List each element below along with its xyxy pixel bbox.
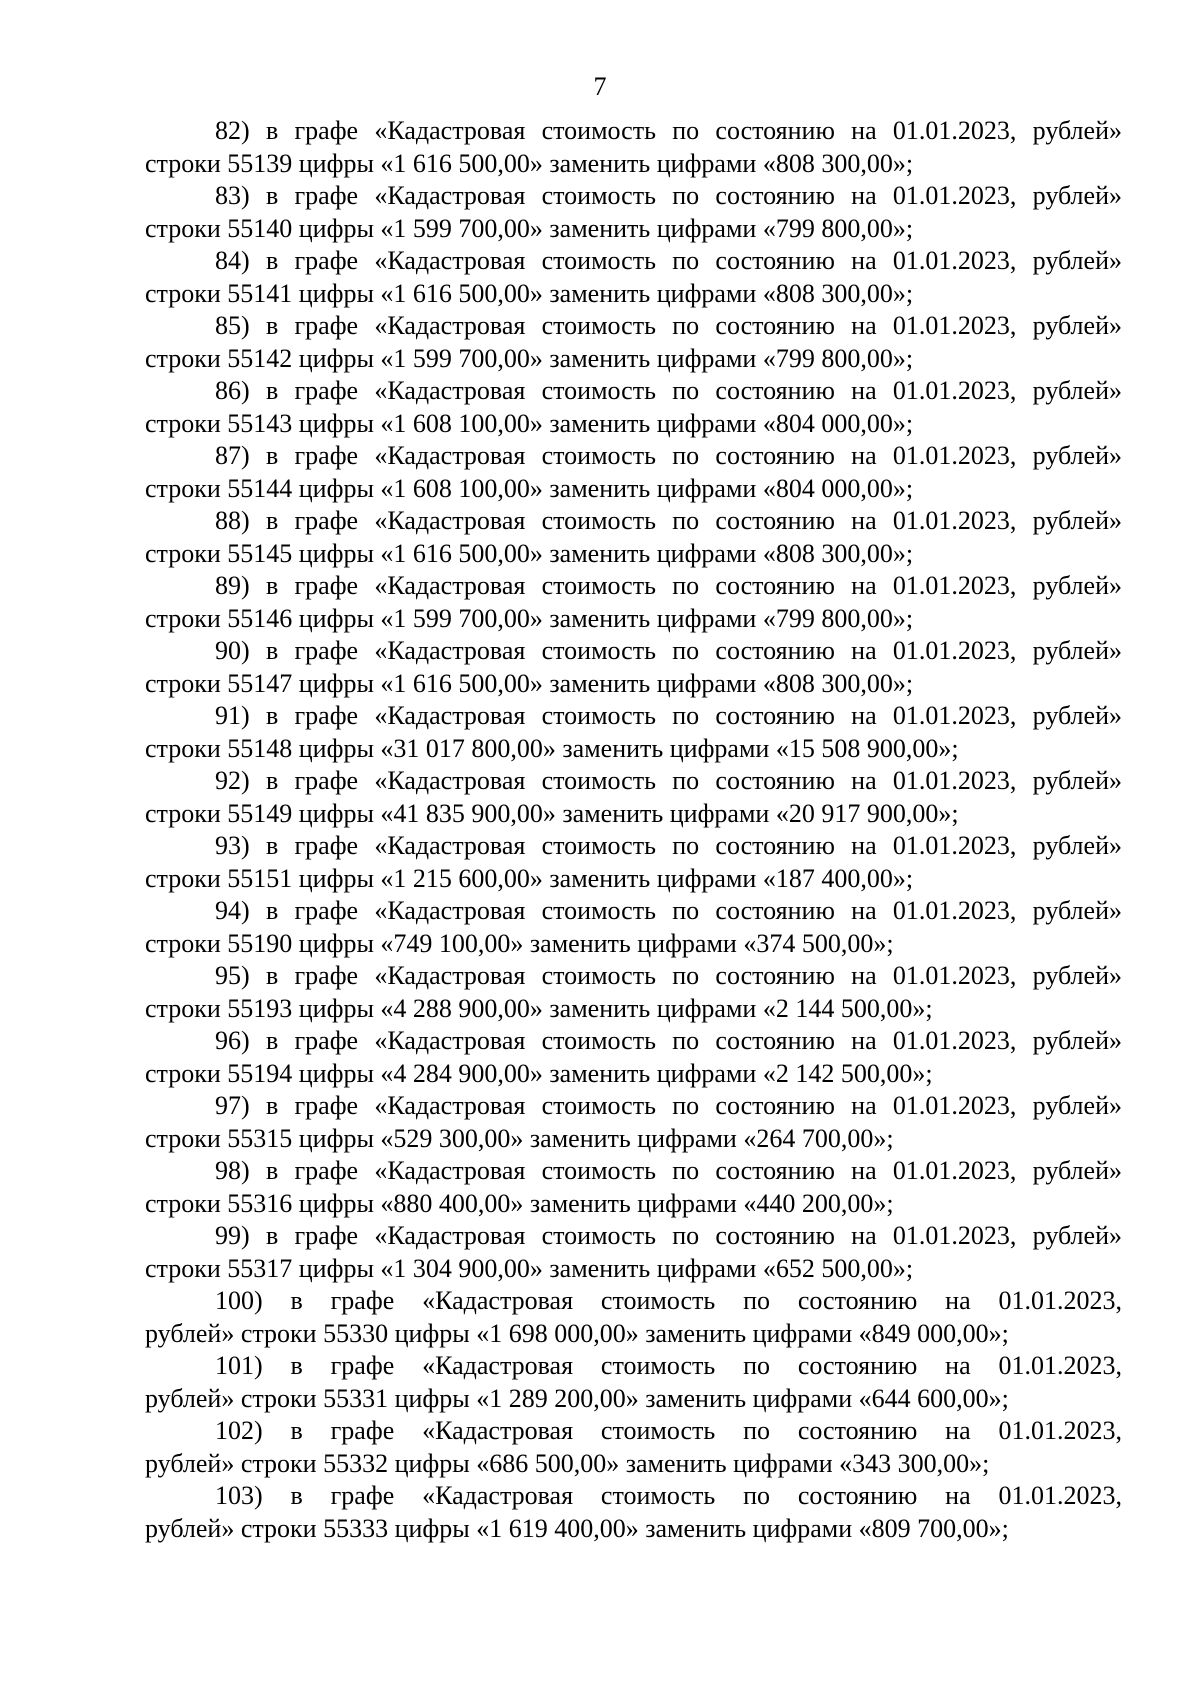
- amendment-item: [145, 700, 1122, 765]
- amendment-item-line-2: строки 55193 цифры «4 288 900,00» заменить цифрами «2 144 500,00»;: [145, 993, 933, 1023]
- amendment-list: [145, 115, 1122, 1545]
- amendment-item: [145, 1220, 1122, 1285]
- amendment-item-line-1: 96) в графе «Кадастровая стоимость по состоянию на 01.01.2023, рублей»: [215, 1026, 1122, 1055]
- amendment-item-line-2: строки 55140 цифры «1 599 700,00» заменить цифрами «799 800,00»;: [145, 213, 914, 243]
- amendment-item-line-1: 101) в графе «Кадастровая стоимость по состоянию на 01.01.2023,: [215, 1351, 1122, 1380]
- amendment-item-line-2: строки 55144 цифры «1 608 100,00» заменить цифрами «804 000,00»;: [145, 473, 914, 503]
- amendment-item-line-2: строки 55149 цифры «41 835 900,00» заменить цифрами «20 917 900,00»;: [145, 798, 959, 828]
- amendment-item: [145, 375, 1122, 440]
- amendment-item-line-1: 92) в графе «Кадастровая стоимость по состоянию на 01.01.2023, рублей»: [215, 766, 1122, 795]
- amendment-item-line-1: 103) в графе «Кадастровая стоимость по состоянию на 01.01.2023,: [215, 1481, 1122, 1510]
- page-number: 7: [593, 72, 607, 101]
- amendment-item-line-2: строки 55143 цифры «1 608 100,00» заменить цифрами «804 000,00»;: [145, 408, 914, 438]
- amendment-item-line-2: строки 55316 цифры «880 400,00» заменить цифрами «440 200,00»;: [145, 1188, 894, 1218]
- amendment-item: [145, 1090, 1122, 1155]
- amendment-item-line-1: 87) в графе «Кадастровая стоимость по состоянию на 01.01.2023, рублей»: [215, 441, 1122, 470]
- amendment-item: [145, 310, 1122, 375]
- amendment-item-line-1: 102) в графе «Кадастровая стоимость по состоянию на 01.01.2023,: [215, 1416, 1122, 1445]
- amendment-item-line-1: 86) в графе «Кадастровая стоимость по состоянию на 01.01.2023, рублей»: [215, 376, 1122, 405]
- amendment-item-line-2: строки 55148 цифры «31 017 800,00» заменить цифрами «15 508 900,00»;: [145, 733, 959, 763]
- amendment-item-line-1: 99) в графе «Кадастровая стоимость по состоянию на 01.01.2023, рублей»: [215, 1221, 1122, 1250]
- amendment-item: [145, 115, 1122, 180]
- amendment-item-line-2: строки 55317 цифры «1 304 900,00» заменить цифрами «652 500,00»;: [145, 1253, 914, 1283]
- amendment-item: [145, 180, 1122, 245]
- amendment-item-line-2: строки 55145 цифры «1 616 500,00» заменить цифрами «808 300,00»;: [145, 538, 914, 568]
- amendment-item: [145, 895, 1122, 960]
- amendment-item-line-1: 83) в графе «Кадастровая стоимость по состоянию на 01.01.2023, рублей»: [215, 181, 1122, 210]
- amendment-item-line-2: строки 55194 цифры «4 284 900,00» заменить цифрами «2 142 500,00»;: [145, 1058, 933, 1088]
- amendment-item: [145, 440, 1122, 505]
- amendment-item: [145, 830, 1122, 895]
- amendment-item: [145, 570, 1122, 635]
- amendment-item-line-2: строки 55151 цифры «1 215 600,00» заменить цифрами «187 400,00»;: [145, 863, 914, 893]
- amendment-item-line-2: рублей» строки 55330 цифры «1 698 000,00» заменить цифрами «849 000,00»;: [145, 1318, 1009, 1348]
- amendment-item-line-1: 95) в графе «Кадастровая стоимость по состоянию на 01.01.2023, рублей»: [215, 961, 1122, 990]
- amendment-item-line-1: 94) в графе «Кадастровая стоимость по состоянию на 01.01.2023, рублей»: [215, 896, 1122, 925]
- amendment-item-line-1: 89) в графе «Кадастровая стоимость по состоянию на 01.01.2023, рублей»: [215, 571, 1122, 600]
- amendment-item: [145, 505, 1122, 570]
- amendment-item: [145, 1025, 1122, 1090]
- amendment-item-line-2: рублей» строки 55331 цифры «1 289 200,00» заменить цифрами «644 600,00»;: [145, 1383, 1009, 1413]
- amendment-item-line-2: строки 55315 цифры «529 300,00» заменить цифрами «264 700,00»;: [145, 1123, 894, 1153]
- amendment-item-line-2: строки 55141 цифры «1 616 500,00» заменить цифрами «808 300,00»;: [145, 278, 914, 308]
- amendment-item-line-1: 100) в графе «Кадастровая стоимость по состоянию на 01.01.2023,: [215, 1286, 1122, 1315]
- amendment-item: [145, 765, 1122, 830]
- amendment-item-line-1: 98) в графе «Кадастровая стоимость по состоянию на 01.01.2023, рублей»: [215, 1156, 1122, 1185]
- amendment-item: [145, 1155, 1122, 1220]
- amendment-item-line-1: 84) в графе «Кадастровая стоимость по состоянию на 01.01.2023, рублей»: [215, 246, 1122, 275]
- amendment-item-line-1: 82) в графе «Кадастровая стоимость по состоянию на 01.01.2023, рублей»: [215, 116, 1122, 145]
- amendment-item-line-1: 85) в графе «Кадастровая стоимость по состоянию на 01.01.2023, рублей»: [215, 311, 1122, 340]
- amendment-item-line-2: строки 55190 цифры «749 100,00» заменить цифрами «374 500,00»;: [145, 928, 894, 958]
- amendment-item: [145, 1415, 1122, 1480]
- amendment-item: [145, 1350, 1122, 1415]
- amendment-item-line-1: 97) в графе «Кадастровая стоимость по состоянию на 01.01.2023, рублей»: [215, 1091, 1122, 1120]
- amendment-item: [145, 635, 1122, 700]
- amendment-item-line-1: 91) в графе «Кадастровая стоимость по состоянию на 01.01.2023, рублей»: [215, 701, 1122, 730]
- amendment-item-line-1: 93) в графе «Кадастровая стоимость по состоянию на 01.01.2023, рублей»: [215, 831, 1122, 860]
- amendment-item: [145, 245, 1122, 310]
- amendment-item-line-1: 90) в графе «Кадастровая стоимость по состоянию на 01.01.2023, рублей»: [215, 636, 1122, 665]
- amendment-item: [145, 960, 1122, 1025]
- amendment-item-line-2: строки 55146 цифры «1 599 700,00» заменить цифрами «799 800,00»;: [145, 603, 914, 633]
- amendment-item-line-1: 88) в графе «Кадастровая стоимость по состоянию на 01.01.2023, рублей»: [215, 506, 1122, 535]
- amendment-item-line-2: строки 55142 цифры «1 599 700,00» заменить цифрами «799 800,00»;: [145, 343, 914, 373]
- amendment-item: [145, 1285, 1122, 1350]
- amendment-item-line-2: строки 55147 цифры «1 616 500,00» заменить цифрами «808 300,00»;: [145, 668, 914, 698]
- amendment-item-line-2: рублей» строки 55333 цифры «1 619 400,00» заменить цифрами «809 700,00»;: [145, 1513, 1009, 1543]
- amendment-item: [145, 1480, 1122, 1545]
- amendment-item-line-2: рублей» строки 55332 цифры «686 500,00» заменить цифрами «343 300,00»;: [145, 1448, 990, 1478]
- amendment-item-line-2: строки 55139 цифры «1 616 500,00» заменить цифрами «808 300,00»;: [145, 148, 914, 178]
